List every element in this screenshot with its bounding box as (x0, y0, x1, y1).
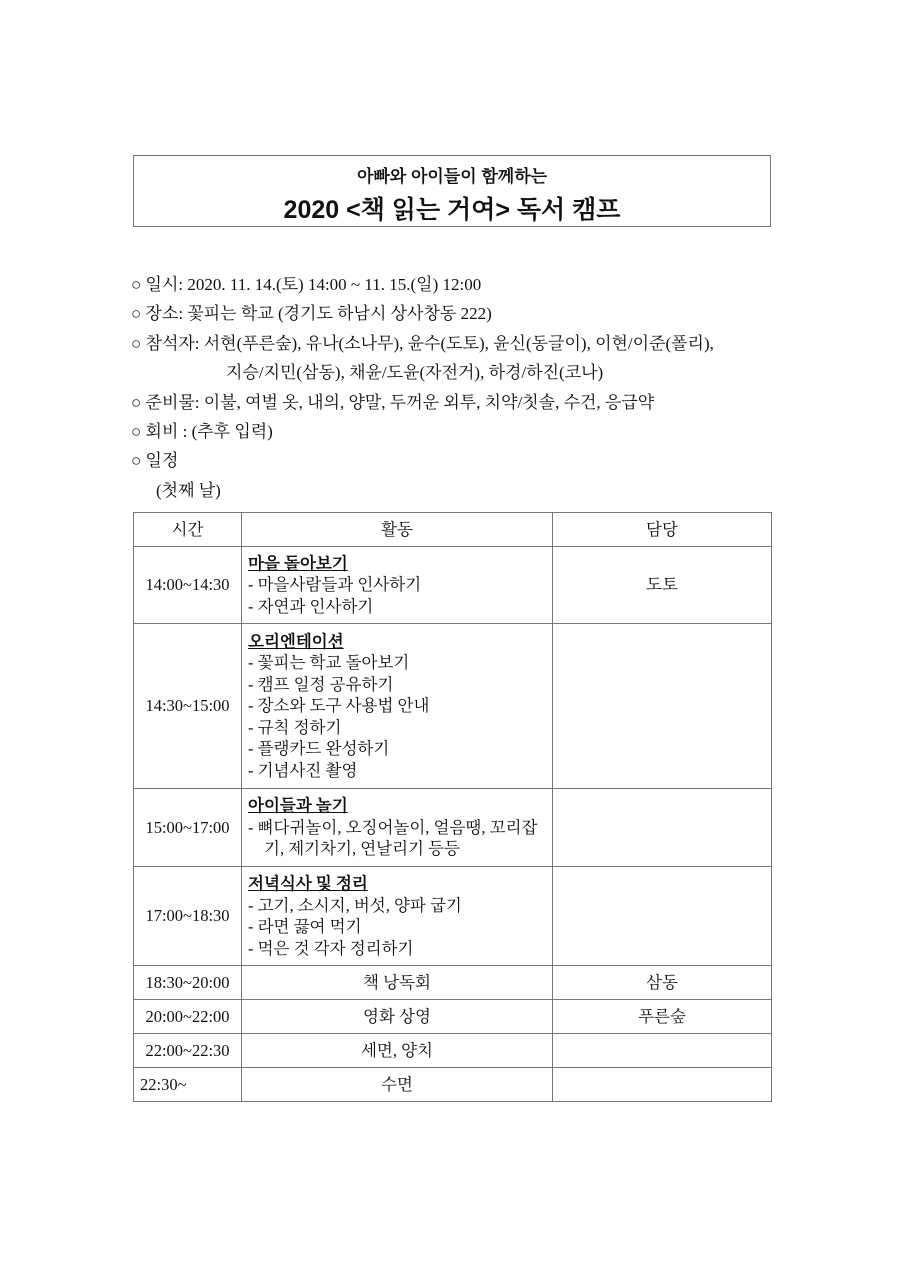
time-cell: 22:00~22:30 (134, 1034, 242, 1068)
info-day1: (첫째 날) (156, 480, 221, 500)
info-date: ○ 일시: 2020. 11. 14.(토) 14:00 ~ 11. 15.(일) 12:00 (131, 275, 482, 294)
activity-cell: 세면, 양치 (242, 1034, 553, 1068)
activity-item: - 먹은 것 각자 정리하기 (248, 938, 414, 958)
table-row (134, 1000, 772, 1034)
schedule-table (133, 512, 772, 1102)
owner-cell: 도토 (553, 547, 772, 624)
activity-item: - 기념사진 촬영 (248, 760, 358, 780)
time-cell: 15:00~17:00 (134, 789, 242, 867)
time-cell: 18:30~20:00 (134, 966, 242, 1000)
table-row (134, 867, 772, 966)
time-cell: 14:00~14:30 (134, 547, 242, 624)
activity-heading: 마을 돌아보기 (248, 553, 348, 573)
info-participants: ○ 참석자: 서현(푸른숲), 유나(소나무), 윤수(도토), 윤신(동글이), 이현/이준(폴리), (131, 333, 714, 353)
activity-item: - 규칙 정하기 (248, 717, 342, 737)
header-owner: 담당 (553, 513, 772, 547)
time-cell: 20:00~22:00 (134, 1000, 242, 1034)
activity-cell (242, 624, 553, 789)
table-row (134, 1068, 772, 1102)
activity-item: - 장소와 도구 사용법 안내 (248, 696, 430, 716)
time-cell: 14:30~15:00 (134, 624, 242, 789)
table-row (134, 966, 772, 1000)
header-time: 시간 (134, 513, 242, 547)
table-header (134, 513, 772, 547)
activity-cell: 영화 상영 (242, 1000, 553, 1034)
table-row (134, 789, 772, 867)
activity-item: - 라면 끓여 먹기 (248, 917, 362, 936)
activity-item: - 고기, 소시지, 버섯, 양파 굽기 (248, 895, 462, 915)
owner-cell (553, 1068, 772, 1102)
activity-heading: 아이들과 놀기 (248, 796, 348, 816)
table-row (134, 547, 772, 624)
info-schedule: ○ 일정 (131, 451, 179, 471)
header-activity: 활동 (242, 513, 553, 547)
activity-cell (242, 789, 553, 867)
activity-item: - 자연과 인사하기 (248, 596, 374, 616)
activity-cell: 책 낭독회 (242, 966, 553, 1000)
activity-item: - 캠프 일정 공유하기 (248, 674, 394, 694)
activity-cell (242, 867, 553, 966)
owner-cell: 푸른숲 (553, 1000, 772, 1034)
activity-heading: 저녁식사 및 정리 (248, 874, 368, 893)
owner-cell (553, 624, 772, 789)
time-cell: 22:30~ (134, 1068, 242, 1102)
owner-cell (553, 1034, 772, 1068)
table-row (134, 1034, 772, 1068)
activity-cell: 수면 (242, 1068, 553, 1102)
info-fee: ○ 회비 : (추후 입력) (131, 422, 273, 442)
table-row (134, 624, 772, 789)
info-supplies: ○ 준비물: 이불, 여벌 옷, 내의, 양말, 두꺼운 외투, 치약/칫솔, 수건, 응급약 (131, 392, 655, 412)
activity-item: - 꽃피는 학교 돌아보기 (248, 653, 410, 673)
subtitle: 아빠와 아이들이 함께하는 (356, 167, 548, 186)
time-cell: 17:00~18:30 (134, 867, 242, 966)
info-list (131, 270, 714, 505)
activity-item: - 뼈다귀놀이, 오징어놀이, 얼음땡, 꼬리잡기, 제기차기, 연날리기 등등 (248, 817, 538, 859)
activity-heading: 오리엔테이션 (248, 631, 344, 651)
owner-cell (553, 867, 772, 966)
main-title: 2020 <책 읽는 거여> 독서 캠프 (283, 196, 621, 224)
title-box (133, 155, 771, 227)
info-participants-cont: 지승/지민(삼동), 채윤/도윤(자전거), 하경/하진(코나) (226, 363, 604, 383)
activity-cell (242, 547, 553, 624)
owner-cell: 삼동 (553, 966, 772, 1000)
info-place: ○ 장소: 꽃피는 학교 (경기도 하남시 상사창동 222) (131, 304, 492, 324)
owner-cell (553, 789, 772, 867)
activity-item: - 플랭카드 완성하기 (248, 739, 390, 759)
activity-item: - 마을사람들과 인사하기 (248, 575, 422, 595)
